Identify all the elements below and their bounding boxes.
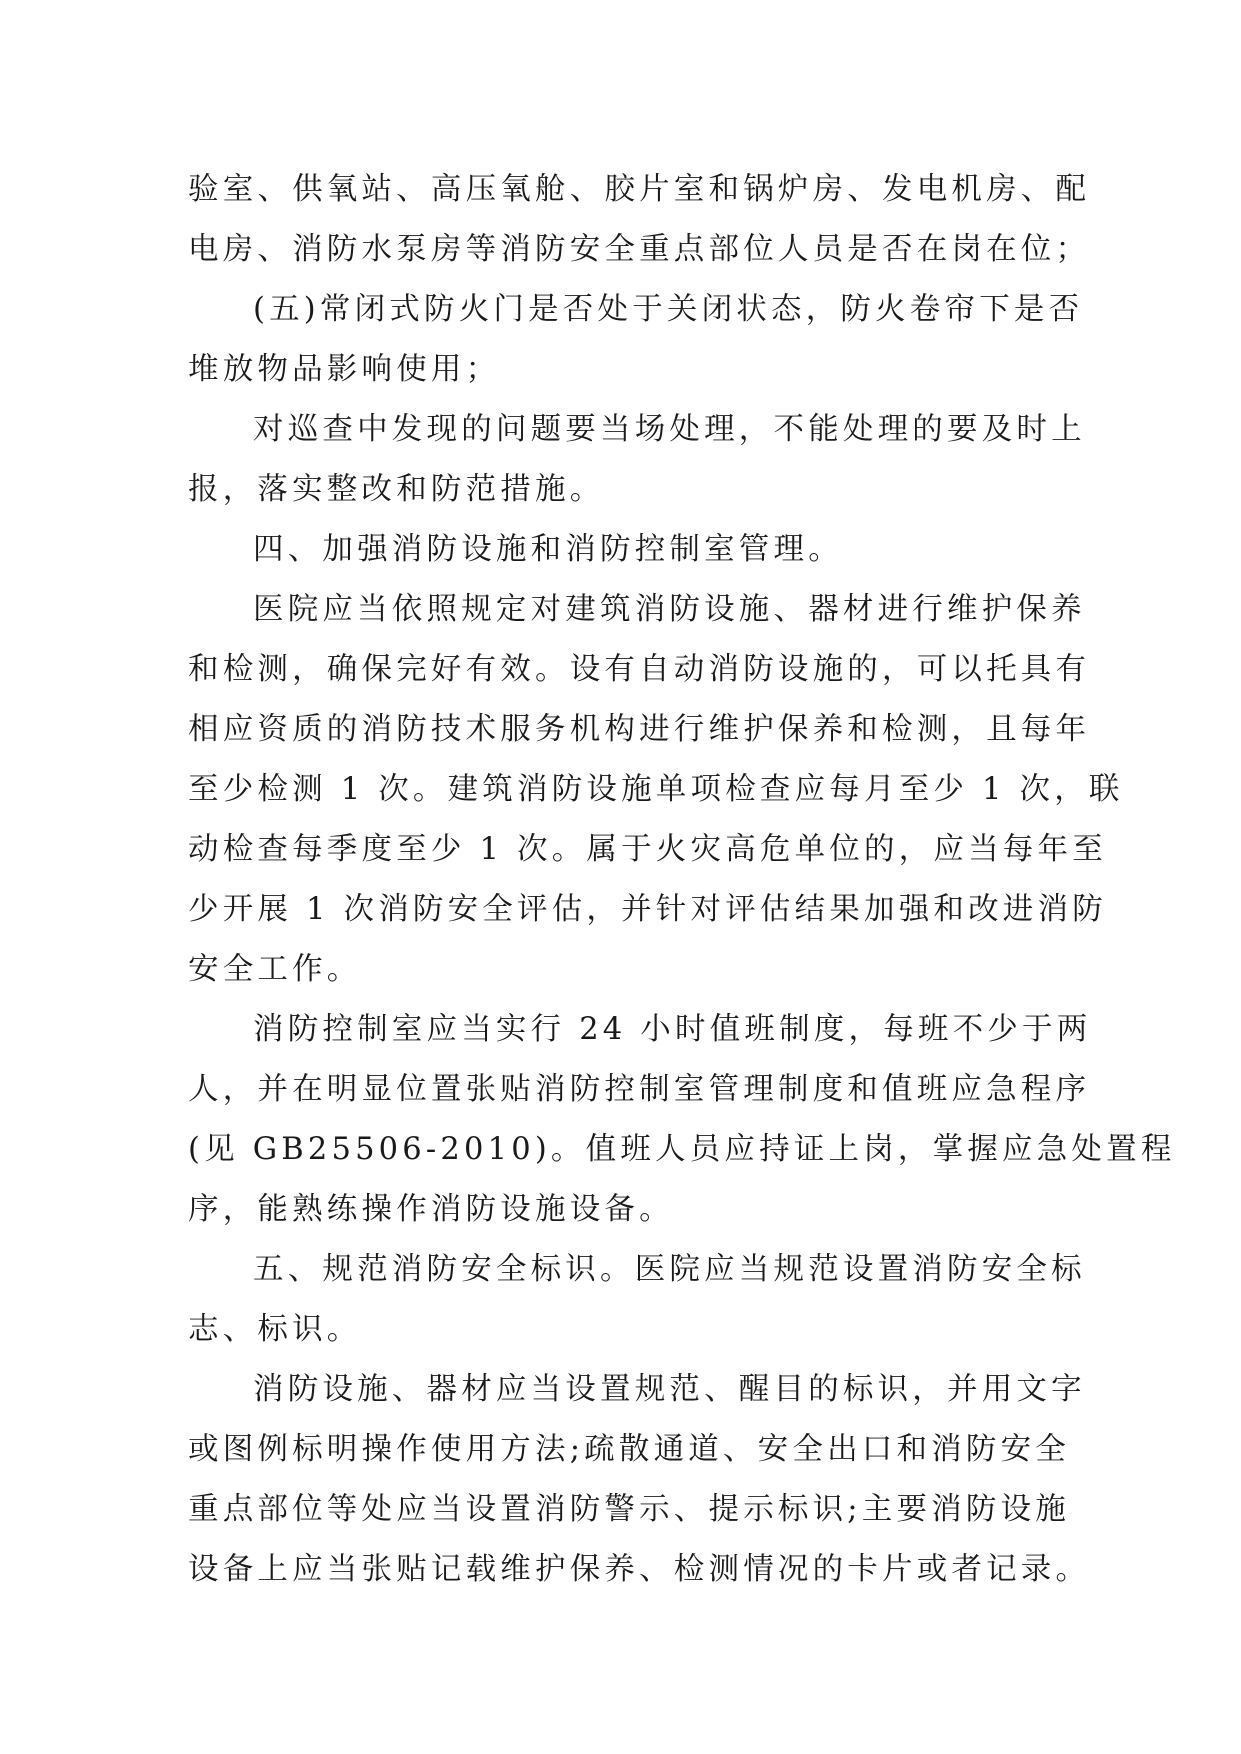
- text-line: (见 GB25506-2010)。值班人员应持证上岗，掌握应急处置程: [188, 1132, 1176, 1167]
- text-line: 人，并在明显位置张贴消防控制室管理制度和值班应急程序: [188, 1072, 1091, 1107]
- text-line: 验室、供氧站、高压氧舱、胶片室和锅炉房、发电机房、配: [188, 172, 1091, 207]
- text-line: 医院应当依照规定对建筑消防设施、器材进行维护保养: [253, 592, 1086, 627]
- text-line: 至少检测 1 次。建筑消防设施单项检查应每月至少 1 次，联: [188, 772, 1124, 807]
- text-line: 堆放物品影响使用；: [188, 352, 501, 387]
- text-line: 相应资质的消防技术服务机构进行维护保养和检测，且每年: [188, 712, 1091, 747]
- text-line: 序，能熟练操作消防设施设备。: [188, 1192, 674, 1227]
- section-heading: 五、规范消防安全标识。医院应当规范设置消防安全标: [253, 1252, 1086, 1287]
- text-line: 和检测，确保完好有效。设有自动消防设施的，可以托具有: [188, 652, 1091, 687]
- text-line: 对巡查中发现的问题要当场处理，不能处理的要及时上: [253, 412, 1086, 447]
- section-heading: 四、加强消防设施和消防控制室管理。: [253, 532, 843, 567]
- text-line: 电房、消防水泵房等消防安全重点部位人员是否在岗在位；: [188, 232, 1091, 267]
- text-line: 报，落实整改和防范措施。: [188, 472, 605, 507]
- text-line: 安全工作。: [188, 952, 362, 987]
- text-line: 或图例标明操作使用方法;疏散通道、安全出口和消防安全: [188, 1432, 1070, 1467]
- text-line: 志、标识。: [188, 1312, 362, 1347]
- text-line: 消防设施、器材应当设置规范、醒目的标识，并用文字: [253, 1372, 1086, 1407]
- text-line: 重点部位等处应当设置消防警示、提示标识;主要消防设施: [188, 1492, 1070, 1527]
- text-line: 设备上应当张贴记载维护保养、检测情况的卡片或者记录。: [188, 1552, 1091, 1587]
- text-line: 动检查每季度至少 1 次。属于火灾高危单位的，应当每年至: [188, 832, 1107, 867]
- text-line: 消防控制室应当实行 24 小时值班制度，每班不少于两: [253, 1012, 1092, 1047]
- text-line: 少开展 1 次消防安全评估，并针对评估结果加强和改进消防: [188, 892, 1107, 927]
- document-body: [188, 160, 1176, 1600]
- text-line: (五)常闭式防火门是否处于关闭状态，防火卷帘下是否: [253, 292, 1084, 327]
